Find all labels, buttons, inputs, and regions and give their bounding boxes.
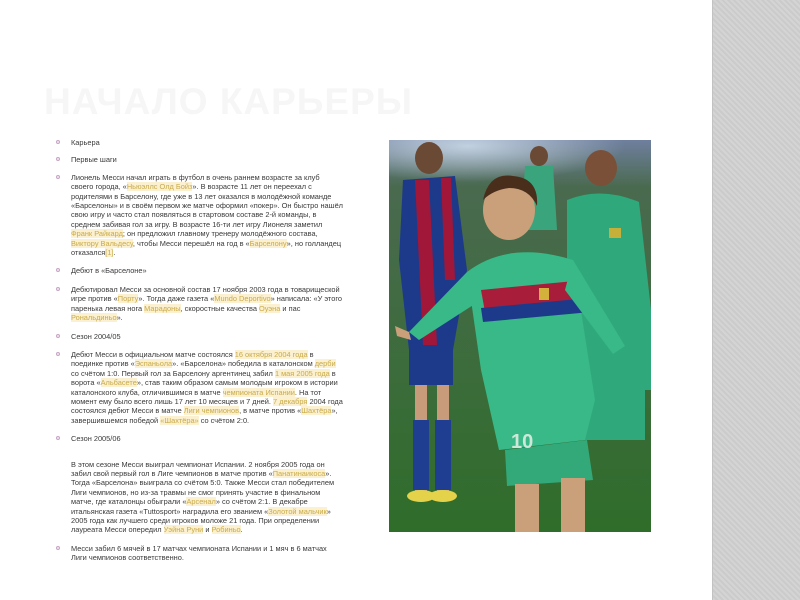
- bullet-dot-icon: [56, 352, 60, 356]
- paragraph-text: и пас: [280, 303, 301, 313]
- slide-title: НАЧАЛО КАРЬЕРЫ: [44, 81, 413, 122]
- paragraph-text: », став таким образом самым молодым игроком в истории каталонского клуба, отличившимся в матче: [71, 378, 338, 397]
- wiki-link[interactable]: Ньюэллс Олд Бойз: [126, 182, 193, 192]
- decorative-side-panel: [712, 0, 800, 600]
- wiki-link[interactable]: Рональдиньо: [71, 313, 117, 323]
- paragraph-text: Лионель Месси начал играть в футбол в очень раннем возрасте за клуб своего города, «: [71, 172, 320, 192]
- bullet-item: [54, 285, 344, 323]
- paragraph-text: .: [113, 248, 116, 258]
- wiki-link[interactable]: Эспаньола: [134, 359, 173, 369]
- wiki-link[interactable]: Арсенал: [186, 497, 216, 507]
- bullet-paragraph: [71, 460, 334, 535]
- bullet-list: [54, 138, 344, 563]
- bullet-item: [54, 173, 344, 258]
- paragraph-text: ». Тогда «Барселона» выиграла со счётом 5:0. Также Месси стал победителем Лиги чемпионов, но из-за травмы не смог принять участие в финальном матче, где каталонцы обыграли «: [71, 468, 335, 507]
- bullet-paragraph: [71, 173, 343, 257]
- paragraph-text: », завершившемся победой: [71, 406, 338, 425]
- bullet-dot-icon: [56, 334, 60, 338]
- paragraph-text: . На тот момент ему было всего лишь 17 лет 10 месяцев и 7 дней.: [71, 387, 322, 406]
- bullet-dot-icon: [56, 436, 60, 440]
- wiki-link[interactable]: 16 октября 2004 года: [234, 349, 308, 359]
- wiki-link[interactable]: Барселону: [249, 238, 287, 248]
- bullet-item: [54, 138, 344, 147]
- bullet-item: [54, 350, 344, 425]
- paragraph-text: .: [240, 525, 243, 535]
- wiki-link[interactable]: Виктору Вальдесу: [71, 238, 133, 248]
- paragraph-text: , чтобы Месси перешёл на год в «: [132, 238, 250, 248]
- wiki-link[interactable]: Mundo Deportivo: [214, 294, 271, 304]
- bullet-text: Дебют в «Барселоне»: [71, 266, 147, 276]
- bullet-text: Сезон 2004/05: [71, 331, 121, 341]
- paragraph-text: ; он предложил главному тренеру молодёжного состава,: [122, 229, 318, 239]
- bullet-item: [54, 266, 344, 275]
- wiki-link[interactable]: «Шахтёра»: [160, 415, 199, 425]
- bullet-item: [54, 155, 344, 164]
- bullet-dot-icon: [56, 287, 60, 291]
- paragraph-text: и: [203, 525, 212, 535]
- paragraph-text: , скоростные качества: [180, 303, 260, 313]
- paragraph-text: Дебютировал Месси за основной состав 17 ноября 2003 года в товарищеской игре против «: [71, 284, 340, 304]
- paragraph-text: », но голландец отказался: [71, 238, 342, 258]
- wiki-link[interactable]: Панатинаикоса: [272, 468, 326, 478]
- paragraph-text: » 2005 года как лучшего среди игроков моложе 21 года. При определении лауреата Месси опередил: [71, 506, 331, 535]
- paragraph-text: в поединке против «: [71, 349, 314, 369]
- paragraph-text: , в матче против «: [239, 406, 302, 416]
- bullet-item: [54, 332, 344, 341]
- player-photo-illustration: [389, 140, 651, 532]
- bullet-dot-icon: [56, 175, 60, 179]
- bullet-item: [54, 434, 344, 443]
- bullet-item: [54, 544, 344, 563]
- paragraph-text: ». «Барселона» победила в каталонском: [172, 359, 315, 369]
- football-player-photo: [389, 140, 651, 532]
- club-crest-icon: [539, 288, 549, 300]
- jersey-number: 10: [511, 431, 534, 453]
- wiki-link[interactable]: дерби: [314, 359, 336, 369]
- wiki-link[interactable]: 1 мая 2005 года: [274, 368, 330, 378]
- wiki-link[interactable]: Шахтёра: [301, 406, 332, 416]
- paragraph-text: В этом сезоне Месси выиграл чемпионат Испании. 2 ноября 2005 года он забил свой первый гол в Лиге чемпионов в матче против «: [71, 459, 325, 478]
- bullet-dot-icon: [56, 140, 60, 144]
- paragraph-text: 2004 года состоялся дебют Месси в матче: [71, 396, 343, 416]
- bullet-item: [54, 460, 344, 535]
- wiki-link[interactable]: Лиги чемпионов: [183, 406, 240, 416]
- bullet-text: Месси забил 6 мячей в 17 матчах чемпионата Испании и 1 мяч в 6 матчах Лиги чемпионов соответственно.: [71, 543, 327, 563]
- bullet-text: Сезон 2005/06: [71, 434, 121, 444]
- bullet-paragraph: [71, 285, 342, 322]
- bullet-dot-icon: [56, 546, 60, 550]
- bullet-dot-icon: [56, 157, 60, 161]
- paragraph-text: ». В возрасте 11 лет он переехал с родителями в Барселону, где уже в 13 лет оказался в молодёжной команде «Барселоны» и в своём первом же матче оформил «покер». Он быстро нашёл свою игру и часто стал появляться в стартовом составе 2-й команды, в среднем забивая гол за игру. В возрасте 16-ти лет игру Лионеля заметил: [71, 182, 343, 229]
- paragraph-text: Дебют Месси в официальном матче состоялся: [71, 349, 235, 359]
- bullet-text: Первые шаги: [71, 155, 117, 165]
- paragraph-text: ». Тогда даже газета «: [138, 294, 215, 304]
- footnote-link[interactable]: [1]: [105, 248, 114, 258]
- wiki-link[interactable]: чемпионата Испании: [222, 387, 295, 397]
- paragraph-text: в ворота «: [71, 368, 336, 388]
- paragraph-text: со счётом 2:0.: [198, 415, 250, 425]
- paragraph-text: » написала: «У этого паренька левая нога: [71, 294, 342, 313]
- wiki-link[interactable]: 7 декабря: [273, 396, 308, 406]
- wiki-link[interactable]: Золотой мальчик: [268, 506, 327, 516]
- wiki-link[interactable]: Оуэна: [259, 303, 281, 313]
- bullet-paragraph: [71, 350, 343, 425]
- wiki-link[interactable]: Порту: [117, 294, 139, 304]
- wiki-link[interactable]: Франк Райкард: [71, 229, 123, 239]
- paragraph-text: ».: [116, 313, 123, 323]
- bullet-text: Карьера: [71, 138, 100, 147]
- bullet-dot-icon: [56, 268, 60, 272]
- wiki-link[interactable]: Робиньо: [211, 525, 241, 535]
- paragraph-text: » со счётом 2:1. В декабре итальянская газета «Tuttosport» наградила его званием «: [71, 497, 308, 516]
- paragraph-text: со счётом 1:0. Первый гол за Барселону аргентинец забил: [71, 368, 275, 378]
- wiki-link[interactable]: Альбасете: [100, 378, 137, 388]
- wiki-link[interactable]: Уэйна Руни: [163, 525, 204, 535]
- wiki-link[interactable]: Марадоны: [144, 303, 181, 313]
